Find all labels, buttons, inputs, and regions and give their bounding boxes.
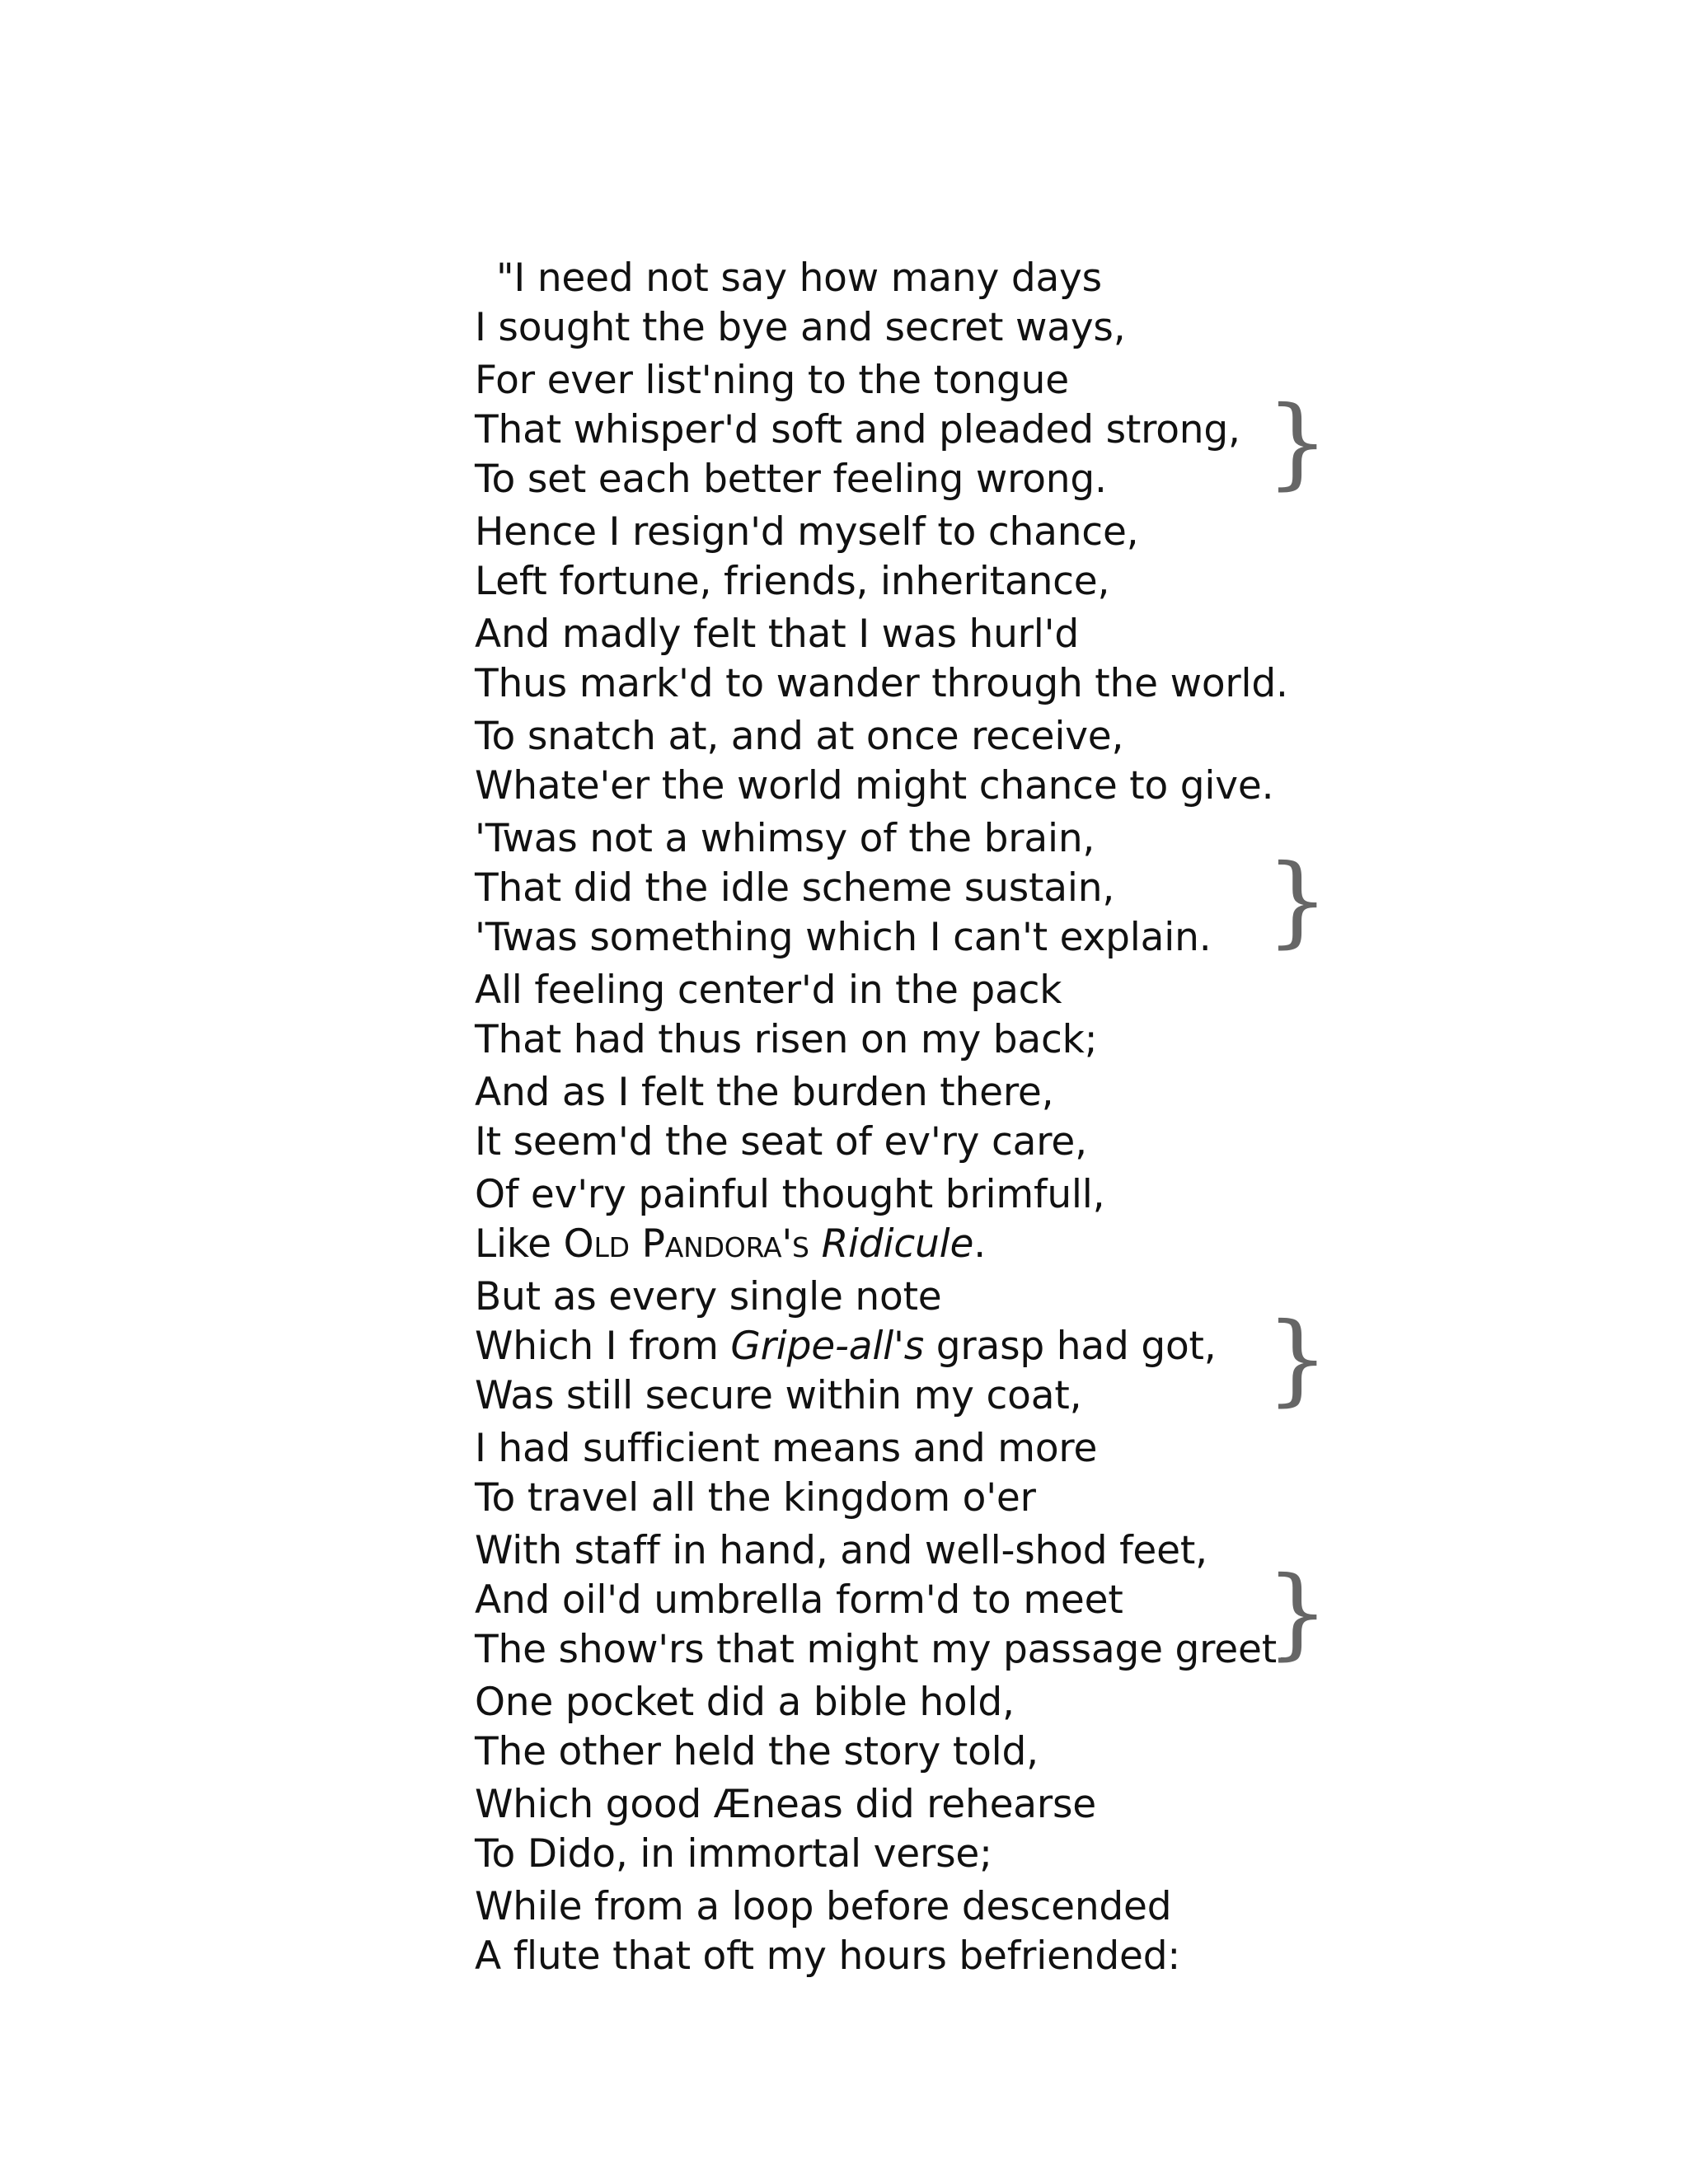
couplet (475, 1424, 1464, 1523)
couplet (475, 610, 1464, 709)
verse-line: Whate'er the world might chance to give. (475, 763, 1274, 808)
italic-name: Gripe-all's (730, 1324, 925, 1369)
couplet (475, 1170, 1464, 1269)
verse-line: I sought the bye and secret ways, (475, 305, 1126, 350)
verse-line: To snatch at, and at once receive, (475, 714, 1124, 759)
verse-line: The show'rs that might my passage greet. (475, 1627, 1289, 1672)
verse-text: Which I from (475, 1324, 731, 1369)
triplet-brace: } (1266, 1302, 1329, 1417)
italic-word: Ridicule (821, 1221, 974, 1267)
verse-line (475, 1220, 1464, 1269)
verse-line: One pocket did a bible hold, (475, 1680, 1015, 1725)
couplet (475, 712, 1464, 811)
verse-line: That had thus risen on my back; (475, 1017, 1098, 1062)
verse-line: To Dido, in immortal verse; (475, 1831, 992, 1877)
verse-line: And madly felt that I was hurl'd (475, 612, 1080, 657)
triplet (475, 1526, 1464, 1675)
verse-line: A flute that oft my hours befriended: (475, 1933, 1181, 1979)
verse-line: Which good Æneas did rehearse (475, 1782, 1097, 1827)
couplet (475, 1068, 1464, 1167)
poem-text (475, 254, 1464, 1985)
couplet (475, 508, 1464, 607)
verse-text: grasp had got, (924, 1324, 1217, 1369)
triplet-brace: } (1266, 844, 1329, 958)
verse-text: . (973, 1221, 986, 1267)
couplet (475, 254, 1464, 353)
verse-line: It seem'd the seat of ev'ry care, (475, 1119, 1087, 1165)
verse-line: That whisper'd soft and pleaded strong, (475, 407, 1240, 452)
verse-line: I had sufficient means and more (475, 1426, 1098, 1471)
verse-line: "I need not say how many days (496, 255, 1102, 301)
verse-line: Left fortune, friends, inheritance, (475, 559, 1110, 604)
couplet (475, 1882, 1464, 1981)
verse-line: While from a loop before descended (475, 1884, 1172, 1929)
verse-line: Was still secure within my coat, (475, 1373, 1082, 1418)
couplet (475, 966, 1464, 1065)
verse-line: And as I felt the burden there, (475, 1070, 1054, 1115)
verse-text: Like (475, 1221, 564, 1267)
verse-line: And oil'd umbrella form'd to meet (475, 1577, 1123, 1623)
proper-name-small-caps: Old Pandora's (563, 1221, 809, 1267)
verse-line: Thus mark'd to wander through the world. (475, 661, 1288, 706)
verse-line: 'Twas not a whimsy of the brain, (475, 816, 1095, 861)
verse-line: To set each better feeling wrong. (475, 457, 1107, 502)
verse-line: For ever list'ning to the tongue (475, 358, 1069, 403)
triplet (475, 356, 1464, 504)
triplet-brace: } (1266, 1556, 1329, 1671)
verse-line: To travel all the kingdom o'er (475, 1475, 1036, 1521)
couplet (475, 1678, 1464, 1777)
verse-line: Of ev'ry painful thought brimfull, (475, 1172, 1105, 1217)
verse-line: 'Twas something which I can't explain. (475, 915, 1212, 960)
verse-line: That did the idle scheme sustain, (475, 865, 1115, 911)
verse-line: With staff in hand, and well-shod feet, (475, 1528, 1207, 1573)
verse-line: All feeling center'd in the pack (475, 968, 1062, 1013)
couplet (475, 1780, 1464, 1879)
triplet (475, 1272, 1464, 1421)
triplet (475, 814, 1464, 963)
verse-line: But as every single note (475, 1274, 942, 1319)
verse-line: Hence I resign'd myself to chance, (475, 509, 1139, 555)
triplet-brace: } (1266, 386, 1329, 500)
verse-line: The other held the story told, (475, 1729, 1039, 1774)
